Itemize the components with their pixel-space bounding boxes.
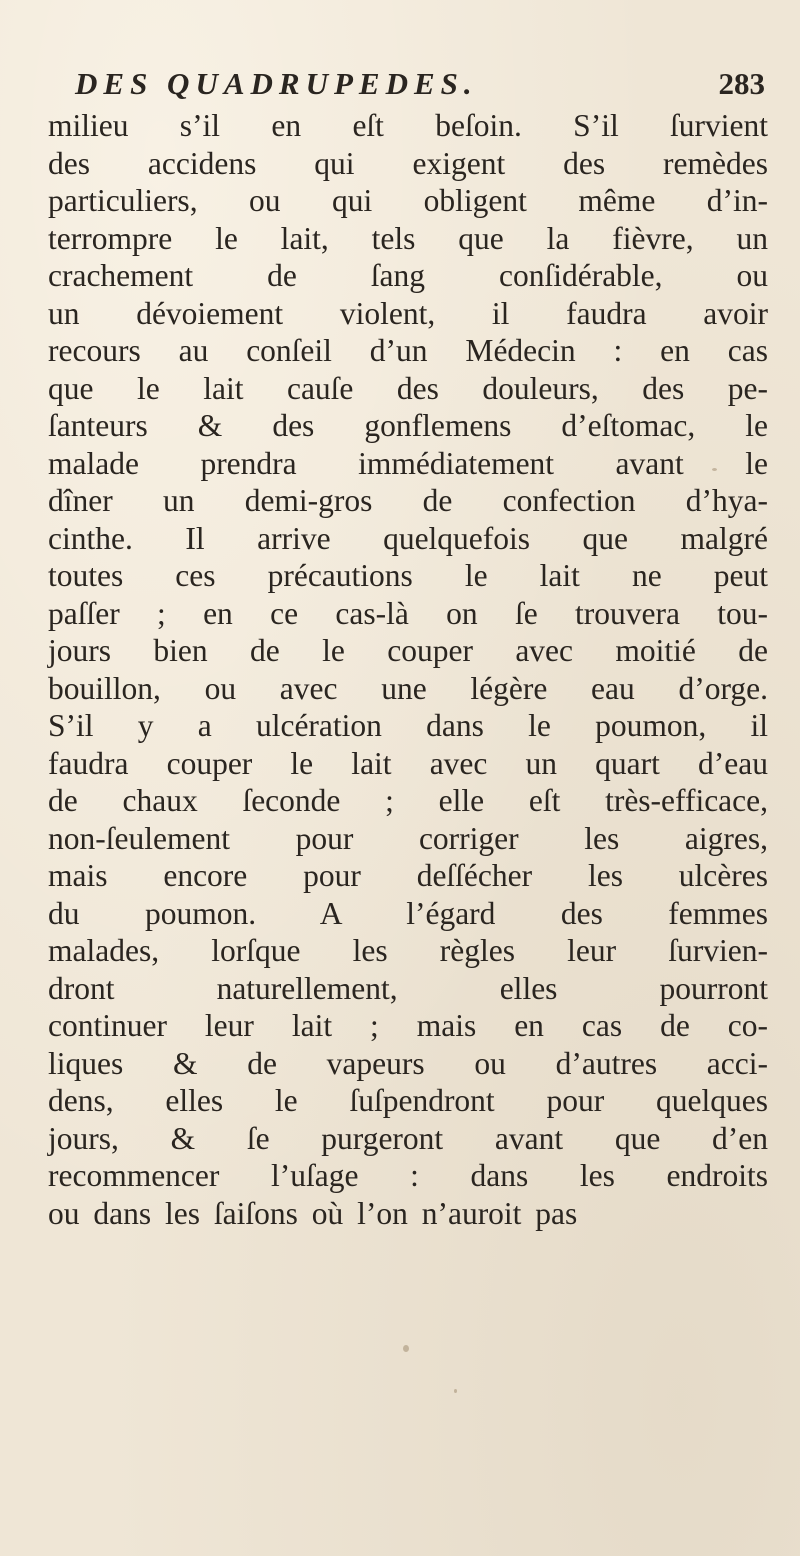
text-line: recours au conſeil d’un Médecin : en cas bbox=[48, 333, 768, 368]
text-line: dens, elles le ſuſpendront pour quelques bbox=[48, 1083, 768, 1118]
text-line: bouillon, ou avec une légère eau d’orge. bbox=[48, 670, 768, 706]
text-line: ou dans les ſaiſons où l’on n’auroit pas bbox=[48, 1195, 578, 1231]
running-title: DES QUADRUPEDES. bbox=[75, 66, 478, 101]
text-line: malades, lorſque les règles leur ſurvien- bbox=[48, 933, 768, 968]
ink-speck bbox=[403, 1345, 409, 1352]
text-line: terrompre le lait, tels que la fièvre, un bbox=[48, 220, 768, 256]
text-line: non-ſeulement pour corriger les aigres, bbox=[48, 820, 768, 856]
text-line: faudra couper le lait avec un quart d’eau bbox=[48, 745, 768, 781]
text-line: du poumon. A l’égard des femmes bbox=[48, 895, 768, 931]
text-line: dîner un demi-gros de confection d’hya- bbox=[48, 483, 768, 518]
text-line: toutes ces précautions le lait ne peut bbox=[48, 558, 768, 593]
text-line: S’il y a ulcération dans le poumon, il bbox=[48, 708, 768, 743]
body-text bbox=[48, 107, 768, 1232]
ink-speck bbox=[454, 1389, 457, 1393]
text-line: liques & de vapeurs ou d’autres acci- bbox=[48, 1045, 768, 1081]
text-line: recommencer l’uſage : dans les endroits bbox=[48, 1158, 768, 1193]
text-line: paſſer ; en ce cas-là on ſe trouvera tou- bbox=[48, 595, 768, 631]
text-line: continuer leur lait ; mais en cas de co- bbox=[48, 1008, 768, 1043]
page-number: 283 bbox=[718, 66, 765, 101]
running-head bbox=[75, 66, 765, 106]
text-line: milieu s’il en eſt beſoin. S’il ſurvient bbox=[48, 108, 768, 143]
text-line: malade prendra immédiatement avant le bbox=[48, 445, 768, 481]
text-line: de chaux ſeconde ; elle eſt très-efficace, bbox=[48, 783, 768, 818]
text-line: des accidens qui exigent des remèdes bbox=[48, 145, 768, 181]
text-line: crachement de ſang conſidérable, ou bbox=[48, 258, 768, 293]
text-line: dront naturellement, elles pourront bbox=[48, 970, 768, 1006]
text-line: particuliers, ou qui obligent même d’in- bbox=[48, 183, 768, 218]
ink-speck bbox=[712, 468, 717, 471]
text-line: jours bien de le couper avec moitié de bbox=[48, 633, 768, 668]
text-line: un dévoiement violent, il faudra avoir bbox=[48, 295, 768, 331]
text-line: mais encore pour deſſécher les ulcères bbox=[48, 858, 768, 893]
text-line: ſanteurs & des gonflemens d’eſtomac, le bbox=[48, 408, 768, 443]
text-line: cinthe. Il arrive quelquefois que malgré bbox=[48, 520, 768, 556]
text-line: jours, & ſe purgeront avant que d’en bbox=[48, 1120, 768, 1156]
text-line: que le lait cauſe des douleurs, des pe- bbox=[48, 370, 768, 406]
